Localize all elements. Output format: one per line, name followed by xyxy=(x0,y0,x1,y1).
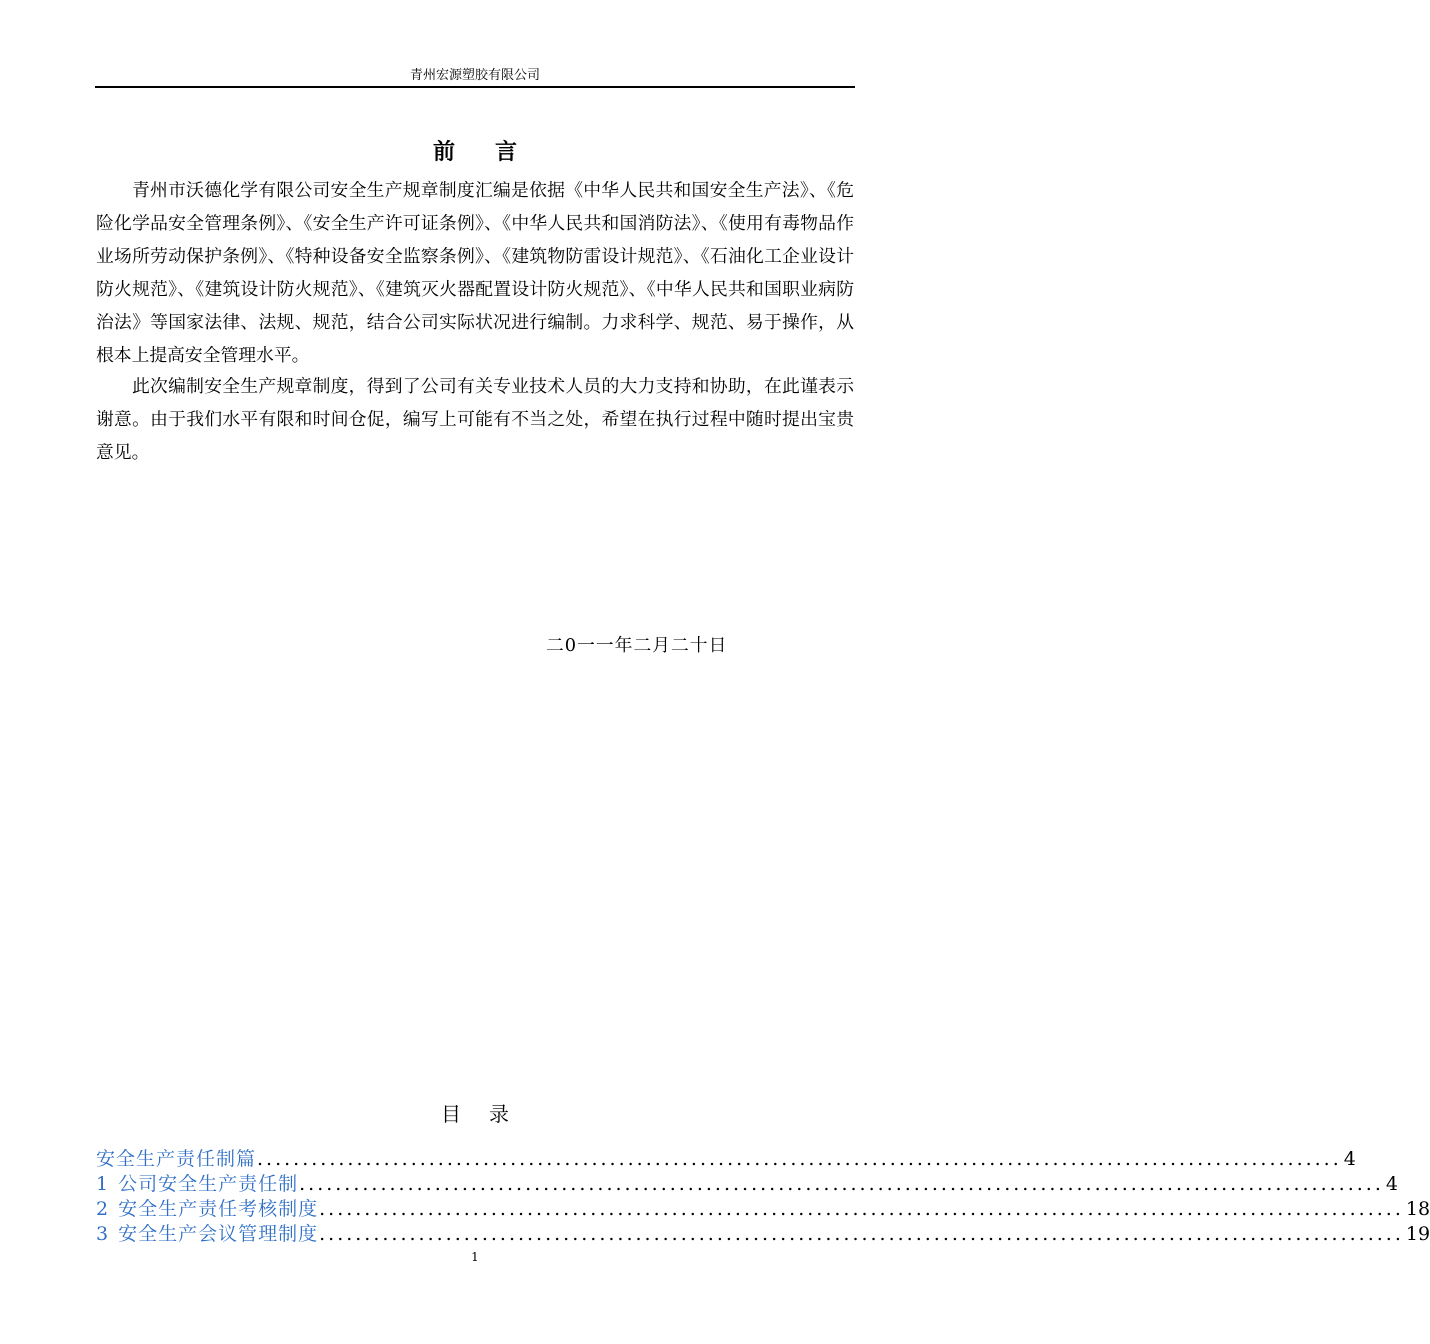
toc-entry-number: 3 xyxy=(96,1223,109,1245)
toc-entry-company-responsibility[interactable] xyxy=(96,1172,1398,1197)
table-of-contents xyxy=(96,1147,1430,1247)
toc-entry-number: 1 xyxy=(96,1173,109,1195)
preface-title: 前言 xyxy=(432,139,557,165)
preface-date: 二0一一年二月二十日 xyxy=(546,635,728,656)
preface-paragraph-1: 青州市沃德化学有限公司安全生产规章制度汇编是依据《中华人民共和国安全生产法》、《危险化学品安全管理条例》、《安全生产许可证条例》、《中华人民共和国消防法》、《使用有毒物品作业场所劳动保护条例》、《特种设备安全监察条例》、《建筑物防雷设计规范》、《石油化工企业设计防火规范》、《建筑设计防火规范》、《建筑灭火器配置设计防火规范》、《中华人民共和国职业病防治法》等国家法律、法规、规范，结合公司实际状况进行编制。力求科学、规范、易于操作，从根本上提高安全管理水平。 xyxy=(96,180,854,366)
toc-entry-page: 4 xyxy=(1343,1148,1356,1170)
toc-entry-page: 19 xyxy=(1405,1223,1430,1245)
toc-entry-label[interactable]: 公司安全生产责任制 xyxy=(118,1173,299,1195)
toc-entry-page: 18 xyxy=(1405,1198,1430,1220)
toc-entry-label[interactable]: 安全生产会议管理制度 xyxy=(118,1223,319,1245)
page-header-company: 青州宏源塑胶有限公司 xyxy=(409,68,540,83)
page-number: 1 xyxy=(471,1250,479,1264)
toc-entry-responsibility-assessment[interactable] xyxy=(96,1197,1430,1222)
toc-dot-leader: ........................................................................................................................ xyxy=(319,1223,1404,1245)
header-divider xyxy=(95,86,855,88)
toc-dot-leader: ........................................................................................................................ xyxy=(299,1173,1384,1195)
toc-entry-safety-responsibility-section[interactable] xyxy=(96,1147,1356,1172)
toc-dot-leader: ........................................................................................................................ xyxy=(319,1198,1404,1220)
toc-entry-meeting-management[interactable] xyxy=(96,1222,1430,1247)
toc-dot-leader: ........................................................................................................................ xyxy=(257,1148,1342,1170)
preface-paragraph-2: 此次编制安全生产规章制度，得到了公司有关专业技术人员的大力支持和协助，在此谨表示谢意。由于我们水平有限和时间仓促，编写上可能有不当之处，希望在执行过程中随时提出宝贵意见。 xyxy=(96,376,854,463)
toc-entry-label[interactable]: 安全生产责任考核制度 xyxy=(118,1198,319,1220)
toc-entry-page: 4 xyxy=(1385,1173,1398,1195)
toc-title: 目录 xyxy=(441,1102,537,1126)
toc-entry-label[interactable]: 安全生产责任制篇 xyxy=(96,1148,257,1170)
toc-entry-number: 2 xyxy=(96,1198,109,1220)
